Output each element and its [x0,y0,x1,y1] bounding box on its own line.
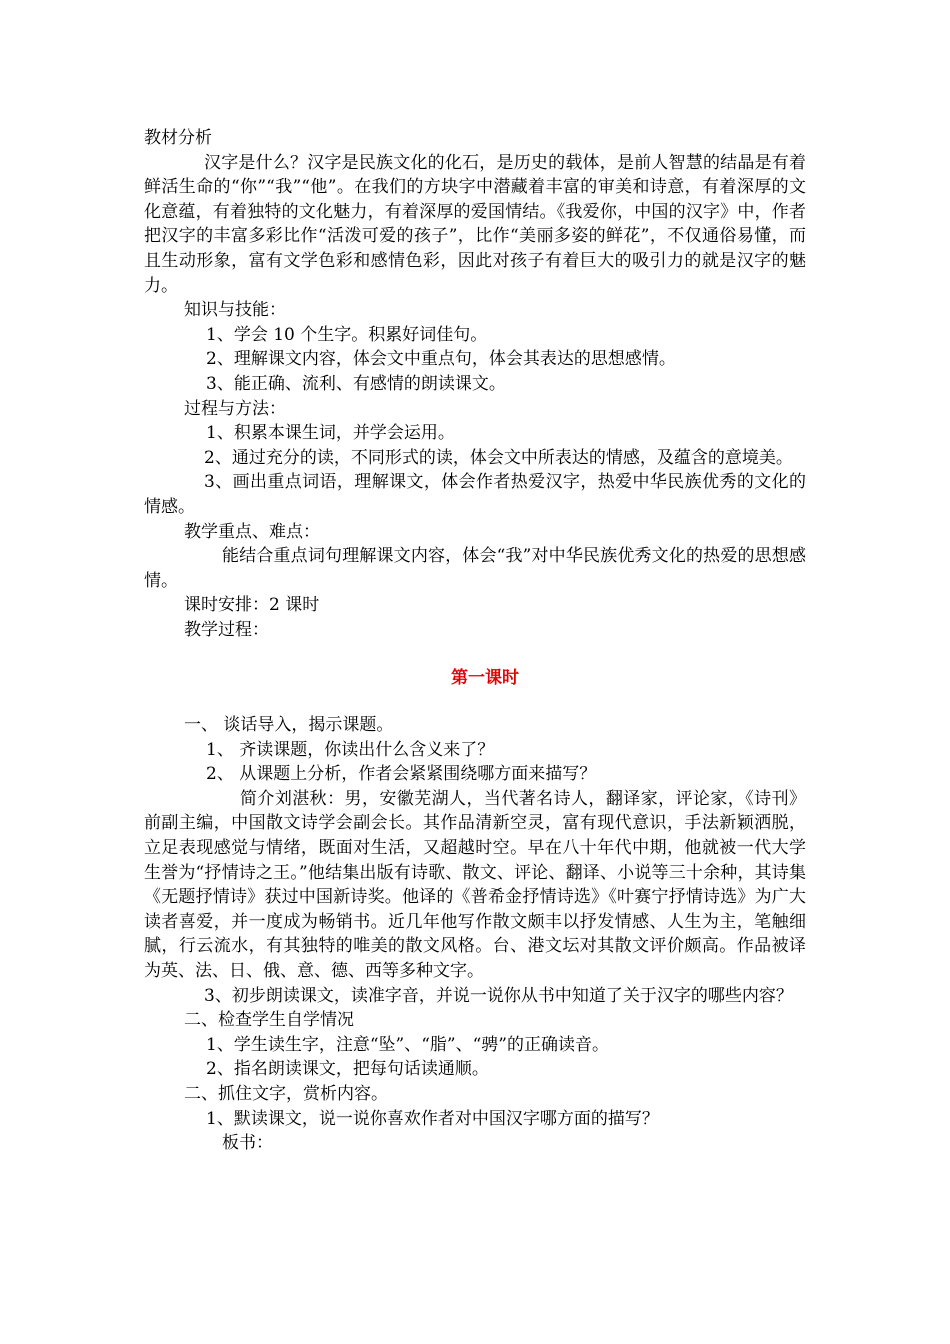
section-title: 教材分析 [144,128,212,148]
process-title: 过程与方法： [184,398,286,419]
step2-item: 1、学生读生字，注意“坠”、“脂”、“骋”的正确读音。 [206,1034,609,1055]
step1-heading: 一、 谈话导入，揭示课题。 [184,715,394,736]
process-label: 教学过程： [184,619,269,640]
schedule: 课时安排：2 课时 [184,595,320,616]
step1-item: 1、 齐读课题，你读出什么含义来了？ [206,739,495,760]
knowledge-item: 1、学会 10 个生字。积累好词佳句。 [206,324,488,345]
knowledge-item: 3、能正确、流利、有感情的朗读课文。 [206,373,506,394]
knowledge-title: 知识与技能： [184,300,286,321]
process-item: 2、通过充分的读，不同形式的读，体会文中所表达的情感，及蕴含的意境美。 [204,447,793,468]
step2-heading: 二、检查学生自学情况 [184,1010,354,1031]
key-text: 能结合重点词句理解课文内容，体会“我”对中华民族优秀文化的热爱的思想感情。 [144,546,806,591]
step1-item: 2、 从课题上分析，作者会紧紧围绕哪方面来描写？ [206,764,597,785]
document-body [144,126,806,1156]
bio-paragraph: 简介刘湛秋：男，安徽芜湖人，当代著名诗人，翻译家，评论家，《诗刊》前副主编，中国散文诗学会副会长。其作品清新空灵，富有现代意识，手法新颖洒脱，立足表现感觉与情绪，既面对生活，又超越时空。早在八十年代中期，他就被一代大学生誉为“抒情诗之王。”他结集出版有诗歌、散文、评论、翻译、小说等三十余种，其诗集《无题抒情诗》获过中国新诗奖。他译的《普希金抒情诗选》《叶赛宁抒情诗选》为广大读者喜爱，并一度成为畅销书。近几年他写作散文颇丰以抒发情感、人生为主，笔触细腻，行云流水，有其独特的唯美的散文风格。台、港文坛对其散文评价颇高。作品被译为英、法、日、俄、意、德、西等多种文字。 [144,788,806,981]
intro-paragraph: 汉字是什么？汉字是民族文化的化石，是历史的载体，是前人智慧的结晶是有着鲜活生命的“你”“我”“他”。在我们的方块字中潜藏着丰富的审美和诗意，有着深厚的文化意蕴，有着独特的文化魅力，有着深厚的爱国情结。《我爱你，中国的汉字》中，作者把汉字的丰富多彩比作“活泼可爱的孩子”，比作“美丽多姿的鲜花”，不仅通俗易懂，而且生动形象，富有文学色彩和感情色彩，因此对孩子有着巨大的吸引力的就是汉字的魅力。 [144,152,806,296]
key-title: 教学重点、难点： [184,521,320,542]
step1-item: 3、初步朗读课文，读准字音，并说一说你从书中知道了关于汉字的哪些内容？ [204,985,793,1006]
step3-heading: 二、抓住文字，赏析内容。 [184,1083,388,1104]
process-item: 3、画出重点词语，理解课文，体会作者热爱汉字，热爱中华民族优秀的文化的情感。 [144,472,806,517]
step2-item: 2、指名朗读课文，把每句话读通顺。 [206,1059,489,1080]
lesson-title: 第一课时 [451,668,519,689]
board-label: 板书： [222,1133,273,1154]
knowledge-item: 2、理解课文内容，体会文中重点句，体会其表达的思想感情。 [206,349,676,370]
step3-item: 1、默读课文，说一说你喜欢作者对中国汉字哪方面的描写？ [206,1108,659,1129]
process-item: 1、积累本课生词，并学会运用。 [206,423,455,444]
